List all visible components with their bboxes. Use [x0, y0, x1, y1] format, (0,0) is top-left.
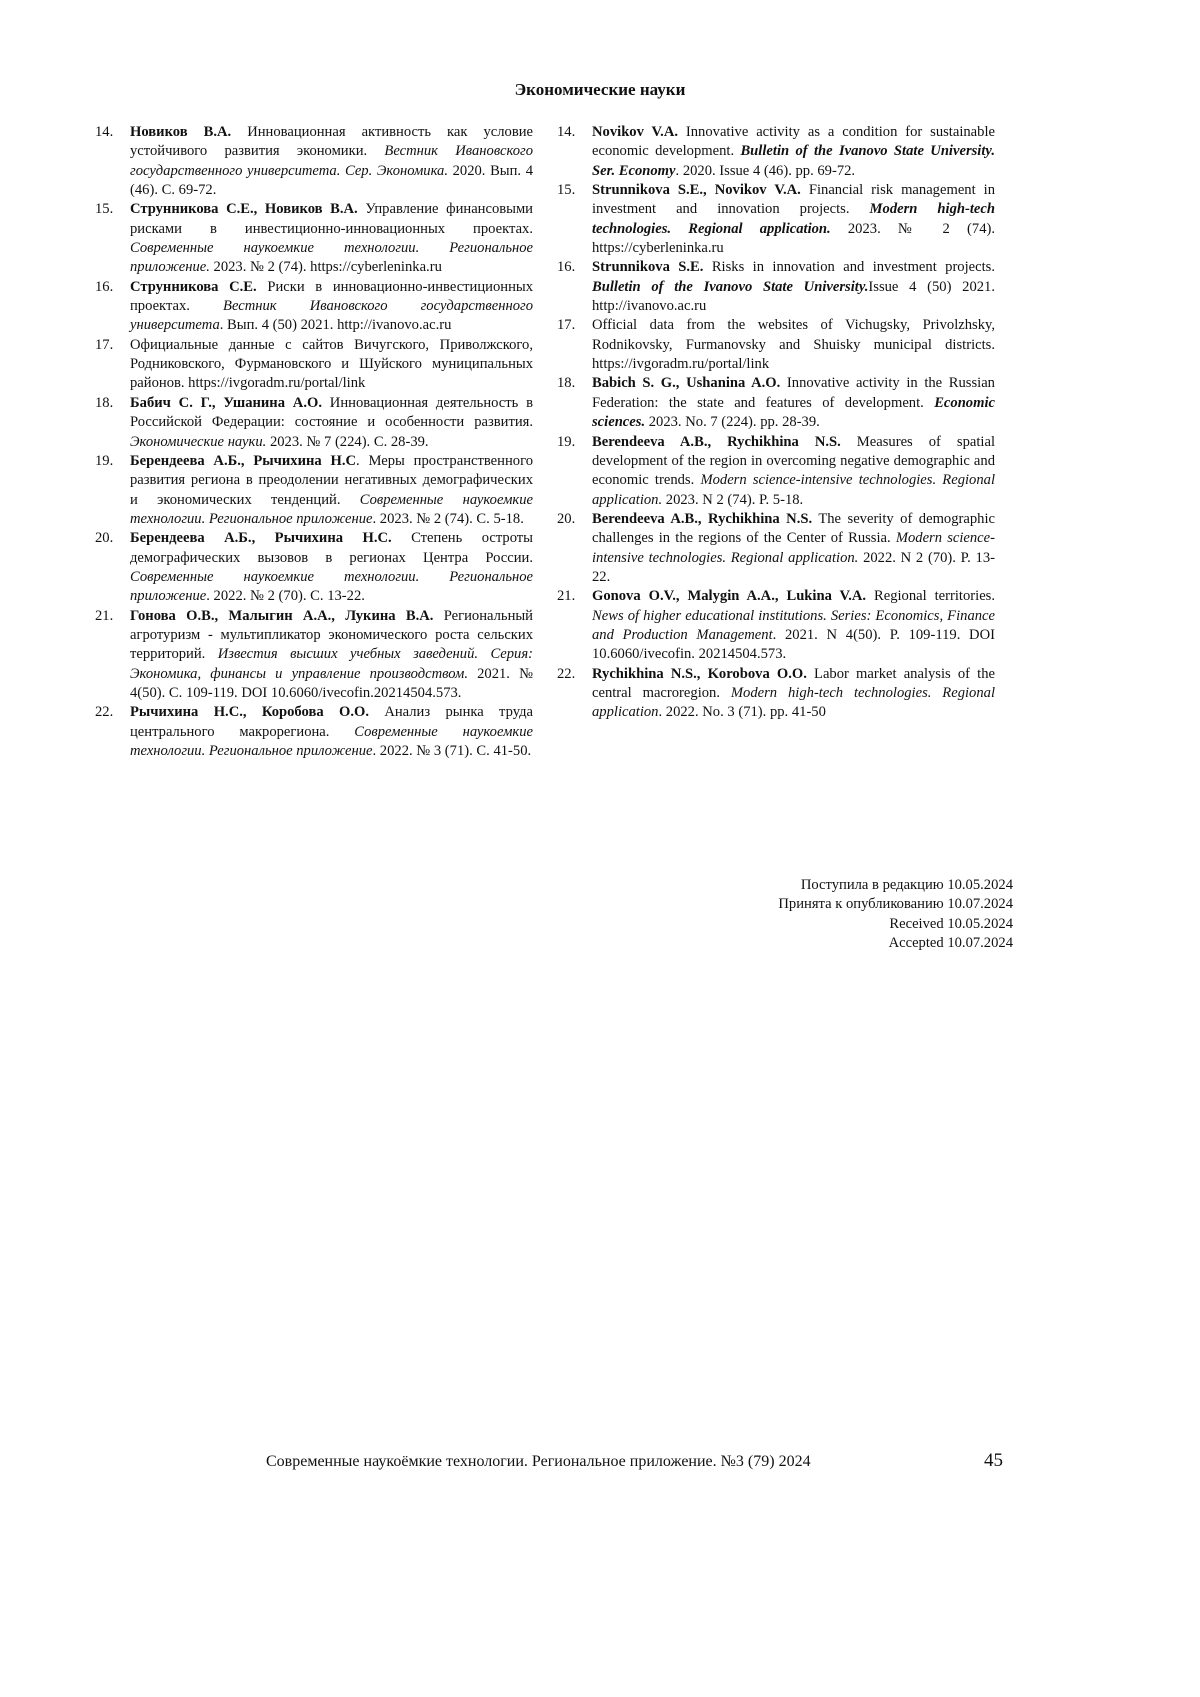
accepted-ru: Принята к опубликованию 10.07.2024 [778, 896, 1013, 913]
reference-detail: Labor market analysis of the central macroregion. [592, 665, 995, 701]
reference-text [592, 374, 995, 432]
reference-detail: 2020. Вып. 4 (46). С. 69-72. [130, 162, 533, 199]
reference-item [95, 529, 535, 606]
reference-number: 22. [95, 704, 114, 721]
reference-text [592, 587, 995, 664]
reference-source: Modern science-intensive technologies. Regional application. [592, 530, 995, 566]
reference-item [95, 452, 535, 529]
reference-item [95, 123, 535, 200]
reference-detail: Measures of spatial development of the region in overcoming negative demographic and economic trends. [592, 433, 996, 489]
reference-text [592, 316, 995, 374]
reference-item [95, 607, 535, 704]
reference-detail: . 2020. Issue 4 (46). pp. 69-72. [675, 162, 856, 179]
reference-item [95, 200, 535, 277]
reference-text [130, 200, 533, 277]
reference-number: 20. [557, 510, 576, 527]
reference-source: Modern high-tech technologies. Regional application [592, 684, 995, 721]
reference-authors: Berendeeva A.B., Rychikhina N.S. [592, 433, 841, 450]
reference-source: Известия высших учебных заведений. Серия: Экономика, финансы и управление производством. [130, 646, 533, 682]
reference-text [592, 433, 995, 510]
reference-item [95, 703, 535, 761]
submission-dates [778, 876, 1013, 954]
reference-detail: Financial risk management in investment and innovation projects. [592, 182, 996, 218]
reference-item [557, 316, 997, 374]
reference-text [592, 181, 995, 258]
reference-detail: 2023. № 2 (74). https://cyberleninka.ru [592, 220, 995, 257]
reference-detail: 2023. N 2 (74). P. 5-18. [662, 491, 804, 508]
reference-source: Современные наукоемкие технологии. Региональное приложение. [130, 240, 533, 276]
received-en: Received 10.05.2024 [889, 915, 1013, 932]
reference-number: 21. [95, 607, 114, 624]
reference-item [557, 665, 997, 723]
reference-detail: . 2023. № 2 (74). С. 5-18. [372, 510, 524, 527]
reference-item [557, 433, 997, 510]
accepted-en: Accepted 10.07.2024 [888, 935, 1013, 952]
reference-source: Bulletin of the Ivanovo State University. Ser. Economy [592, 143, 995, 179]
reference-authors: Babich S. G., Ushanina A.O. [592, 375, 781, 392]
reference-source: Bulletin of the Ivanovo State University. [592, 278, 869, 295]
reference-detail: Инновационная деятельность в Российской Федерации: состояние и особенности развития. [130, 394, 533, 431]
reference-text [130, 703, 533, 761]
reference-detail: 2023. № 7 (224). С. 28-39. [266, 433, 429, 450]
reference-authors: Берендеева А.Б., Рычихина Н.С [130, 452, 357, 469]
reference-text [130, 607, 533, 704]
reference-source: News of higher educational institutions. Series: Economics, Finance and Production Management [592, 607, 995, 643]
reference-number: 15. [95, 201, 114, 218]
reference-detail: . 2022. № 3 (71). С. 41-50. [372, 743, 532, 759]
reference-authors: Strunnikova S.E. [592, 259, 704, 276]
reference-text [130, 123, 533, 200]
reference-detail: Степень остроты демографических вызовов в регионах Центра России. [130, 530, 533, 566]
reference-authors: Бабич С. Г., Ушанина А.О. [130, 394, 322, 411]
reference-number: 19. [95, 452, 114, 469]
reference-detail: 2023. No. 7 (224). pp. 28-39. [645, 414, 820, 431]
reference-text [592, 258, 995, 316]
section-title: Экономические науки [514, 80, 686, 99]
reference-item [557, 587, 997, 664]
reference-number: 18. [557, 375, 576, 392]
reference-authors: Gonova O.V., Malygin A.A., Lukina V.A. [592, 588, 867, 605]
reference-detail: Innovative activity as a condition for sustainable economic development. [592, 124, 995, 160]
reference-authors: Рычихина Н.С., Коробова О.О. [130, 704, 369, 721]
page-number: 45 [984, 1450, 1003, 1471]
reference-text [592, 123, 995, 181]
reference-detail: Regional territories. [866, 588, 995, 605]
reference-detail: Анализ рынка труда центрального макрорегиона. [130, 704, 533, 740]
reference-authors: Rychikhina N.S., Korobova O.O. [592, 665, 807, 682]
received-ru: Поступила в редакцию 10.05.2024 [800, 877, 1013, 893]
reference-authors: Strunnikova S.E., Novikov V.A. [592, 182, 801, 199]
reference-source: Modern high-tech technologies. Regional application. [592, 201, 995, 237]
reference-detail: Risks in innovation and investment projects. [703, 259, 995, 276]
reference-number: 22. [557, 665, 576, 682]
reference-detail: 2023. № 2 (74). https://cyberleninka.ru [209, 259, 442, 276]
reference-text [592, 665, 995, 723]
reference-authors: Струнникова С.Е. [130, 278, 257, 295]
reference-source: Современные наукоемкие технологии. Региональное приложение [130, 568, 533, 605]
reference-source: Economic sciences. [592, 394, 995, 431]
reference-detail: Issue 4 (50) 2021. http://ivanovo.ac.ru [592, 278, 995, 315]
reference-item [95, 336, 535, 394]
reference-detail: 2022. N 2 (70). P. 13-22. [592, 549, 996, 585]
reference-number: 19. [557, 433, 576, 450]
references-english [557, 123, 997, 723]
reference-item [557, 510, 997, 587]
reference-number: 17. [95, 336, 114, 353]
reference-detail: . 2022. No. 3 (71). pp. 41-50 [658, 704, 826, 721]
reference-number: 16. [557, 259, 576, 276]
reference-text [592, 510, 995, 587]
reference-item [557, 374, 997, 432]
reference-number: 14. [95, 124, 114, 140]
reference-text [130, 452, 533, 529]
reference-number: 16. [95, 278, 114, 295]
reference-detail: Innovative activity in the Russian Federation: the state and features of development. [592, 375, 995, 411]
reference-item [95, 278, 535, 336]
reference-number: 17. [557, 317, 576, 334]
reference-authors: Струнникова С.Е., Новиков В.А. [130, 201, 358, 218]
reference-detail: . 2022. № 2 (70). С. 13-22. [206, 588, 365, 605]
reference-item [557, 181, 997, 258]
reference-detail: Региональный агротуризм - мультипликатор экономического роста сельских территорий. [130, 607, 533, 663]
reference-authors: Гонова О.В., Малыгин А.А., Лукина В.А. [130, 607, 434, 624]
reference-authors: Novikov V.A. [592, 124, 679, 140]
reference-detail: Управление финансовыми рисками в инвестиционно-инновационных проектах. [130, 201, 533, 237]
reference-detail: The severity of demographic challenges in the regions of the Center of Russia. [592, 510, 995, 547]
reference-text [130, 394, 533, 452]
reference-number: 14. [557, 124, 576, 140]
reference-source: Вестник Ивановского государственного университета [130, 298, 533, 334]
reference-item [557, 123, 997, 181]
reference-authors: Берендеева А.Б., Рычихина Н.С. [130, 530, 392, 547]
reference-source: Современные наукоемкие технологии. Региональное приложение [130, 723, 533, 759]
reference-number: 20. [95, 530, 114, 547]
reference-detail: . Меры пространственного развития региона в преодолении негативных демографических и экономических тенденций. [130, 452, 533, 508]
reference-detail: 2021. № 4(50). С. 109-119. DOI 10.6060/ivecofin.20214504.573. [130, 665, 533, 701]
reference-authors: Berendeeva A.B., Rychikhina N.S. [592, 510, 813, 527]
reference-number: 15. [557, 182, 576, 199]
reference-detail: . 2021. N 4(50). P. 109-119. DOI 10.6060/ivecofin. 20214504.573. [592, 626, 995, 663]
reference-text [130, 336, 533, 394]
reference-detail: Инновационная активность как условие устойчивого развития экономики. [130, 124, 533, 160]
reference-source: Modern science-intensive technologies. Regional application. [592, 472, 995, 508]
reference-item [557, 258, 997, 316]
footer-journal-title: Современные наукоёмкие технологии. Региональное приложение. №3 (79) 2024 [266, 1453, 811, 1470]
reference-text [130, 529, 533, 606]
references-russian [95, 123, 535, 761]
reference-authors: Новиков В.А. [130, 124, 232, 140]
reference-detail: Риски в инновационно-инвестиционных проектах. [130, 278, 533, 315]
reference-number: 21. [557, 588, 576, 605]
reference-source: Современные наукоемкие технологии. Региональное приложение [130, 491, 533, 527]
reference-detail: Официальные данные с сайтов Вичугского, Приволжского, Родниковского, Фурмановского и Шуйского муниципальных районов. https://ivgoradm.ru/portal/link [130, 336, 533, 392]
reference-detail: . Вып. 4 (50) 2021. http://ivanovo.ac.ru [219, 317, 452, 334]
reference-source: Вестник Ивановского государственного университета. Сер. Экономика. [130, 143, 534, 179]
reference-detail: Official data from the websites of Vichugsky, Privolzhsky, Rodnikovsky, Furmanovsky and Shuisky municipal districts. https://ivgoradm.ru/portal/link [592, 317, 995, 373]
reference-item [95, 394, 535, 452]
reference-text [130, 278, 533, 336]
reference-number: 18. [95, 394, 114, 411]
reference-source: Экономические науки. [130, 433, 267, 450]
